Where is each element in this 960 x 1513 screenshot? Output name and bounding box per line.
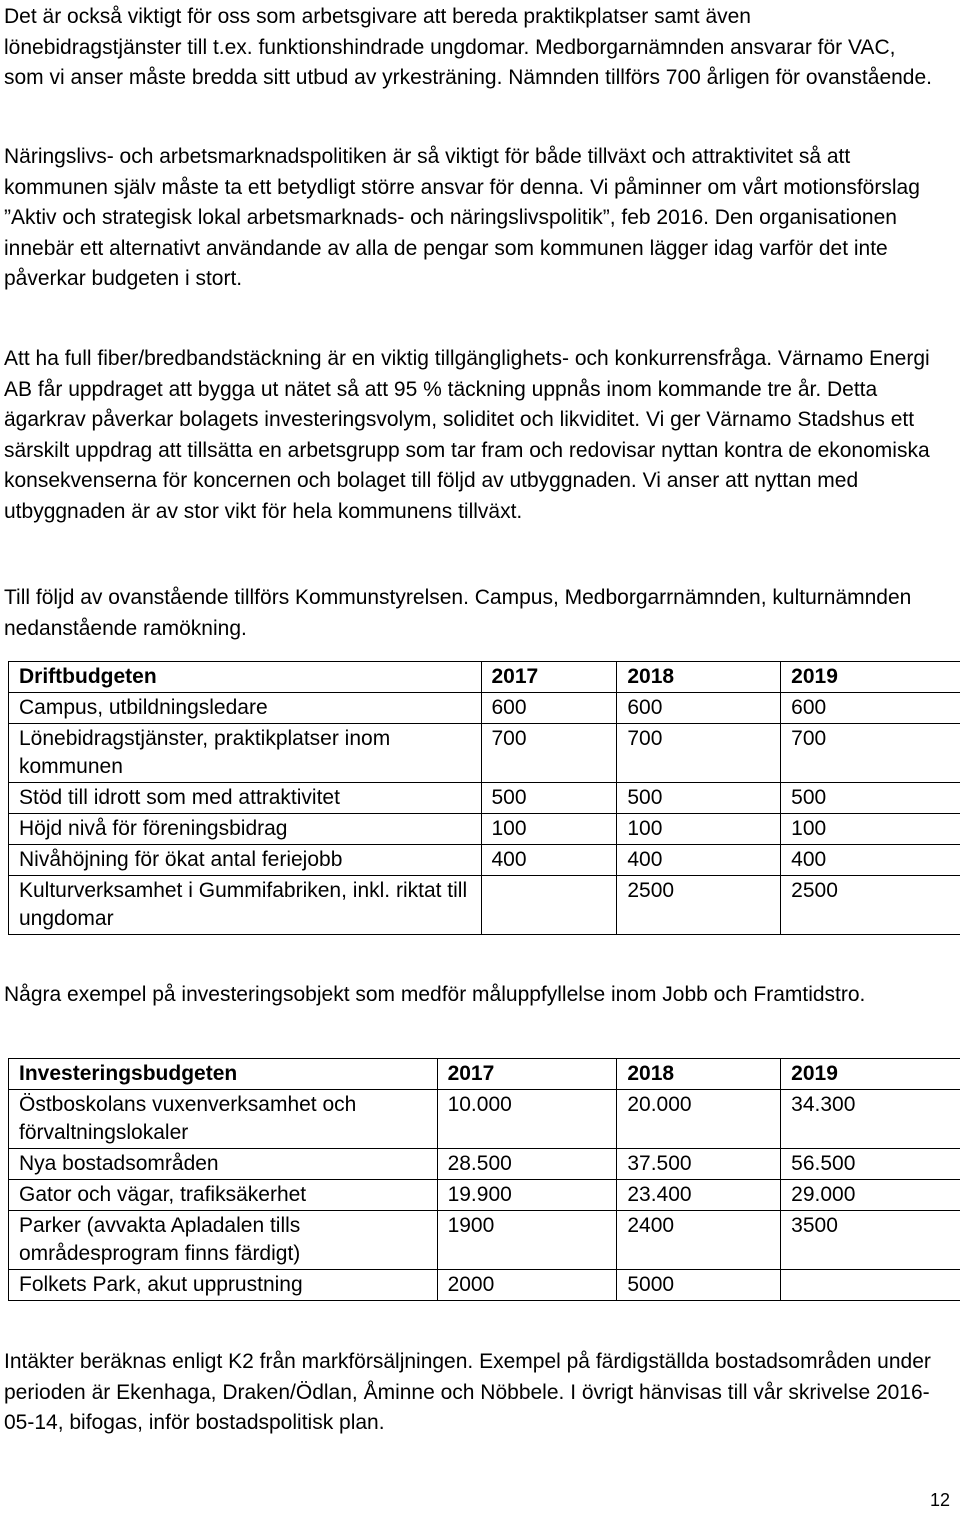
table-cell: 20.000 xyxy=(617,1090,781,1149)
paragraph-employer-internships: Det är också viktigt för oss som arbetsgivare att bereda praktikplatser samt även lönebidragstjänster till t.ex. funktionshindrade ungdomar. Medborgarnämnden ansvarar för VAC, som vi anser måste bredda sitt utbud av yrkesträning. Nämnden tillförs 700 årligen för ovanstående. xyxy=(4,5,932,89)
operating-budget-table xyxy=(8,661,960,935)
table-cell: Kulturverksamhet i Gummifabriken, inkl. riktat till ungdomar xyxy=(9,876,482,935)
table-cell: 600 xyxy=(617,693,781,724)
table-cell: 600 xyxy=(481,693,617,724)
header-cell: 2019 xyxy=(781,1059,960,1090)
table-cell: 100 xyxy=(481,814,617,845)
table-cell: 500 xyxy=(617,783,781,814)
paragraph-revenue-housing: Intäkter beräknas enligt K2 från markförsäljningen. Exempel på färdigställda bostadsområden under perioden är Ekenhaga, Draken/Ödlan, Åminne och Nöbbele. I övrigt hänvisas till vår skrivelse 2016-05-14, bifogas, inför bostadspolitisk plan. xyxy=(4,1350,931,1434)
table-cell: Lönebidragstjänster, praktikplatser inom kommunen xyxy=(9,724,482,783)
table-cell: Folkets Park, akut upprustning xyxy=(9,1270,438,1301)
table-cell: Campus, utbildningsledare xyxy=(9,693,482,724)
table-cell: 5000 xyxy=(617,1270,781,1301)
table-cell: 2500 xyxy=(617,876,781,935)
table-cell: 37.500 xyxy=(617,1149,781,1180)
table-header-row xyxy=(9,662,960,693)
header-cell: 2018 xyxy=(617,1059,781,1090)
table-row xyxy=(9,783,960,814)
header-cell: 2017 xyxy=(481,662,617,693)
table-cell: Gator och vägar, trafiksäkerhet xyxy=(9,1180,438,1211)
investment-budget-table xyxy=(8,1058,960,1301)
table-row xyxy=(9,1270,960,1301)
table-cell: 28.500 xyxy=(437,1149,617,1180)
table-row xyxy=(9,1211,960,1270)
table-row xyxy=(9,845,960,876)
table-cell: 500 xyxy=(781,783,960,814)
table-cell: 34.300 xyxy=(781,1090,960,1149)
table-row xyxy=(9,876,960,935)
table-cell: 100 xyxy=(781,814,960,845)
header-cell: 2017 xyxy=(437,1059,617,1090)
table-cell: 400 xyxy=(481,845,617,876)
table-cell: 10.000 xyxy=(437,1090,617,1149)
table-row xyxy=(9,1090,960,1149)
table-row xyxy=(9,1149,960,1180)
header-cell: 2018 xyxy=(617,662,781,693)
table-cell: Nivåhöjning för ökat antal feriejobb xyxy=(9,845,482,876)
table-cell: 2400 xyxy=(617,1211,781,1270)
table-cell: 1900 xyxy=(437,1211,617,1270)
table-row xyxy=(9,724,960,783)
table-cell: Östboskolans vuxenverksamhet och förvaltningslokaler xyxy=(9,1090,438,1149)
table-cell: 400 xyxy=(617,845,781,876)
paragraph-investment-examples: Några exempel på investeringsobjekt som medför måluppfyllelse inom Jobb och Framtidstro. xyxy=(4,983,866,1006)
paragraph-budget-increase-intro: Till följd av ovanstående tillförs Kommunstyrelsen. Campus, Medborgarrnämnden, kulturnämnden nedanstående ramökning. xyxy=(4,586,912,640)
table-cell: 600 xyxy=(781,693,960,724)
table-cell: 56.500 xyxy=(781,1149,960,1180)
table-cell: 100 xyxy=(617,814,781,845)
table-cell: Höjd nivå för föreningsbidrag xyxy=(9,814,482,845)
table-cell xyxy=(481,876,617,935)
page-number: 12 xyxy=(929,1490,950,1510)
table-cell: 700 xyxy=(617,724,781,783)
header-cell: 2019 xyxy=(781,662,960,693)
table-header-row xyxy=(9,1059,960,1090)
header-cell: Investeringsbudgeten xyxy=(9,1059,438,1090)
table-cell: 23.400 xyxy=(617,1180,781,1211)
table-cell: 29.000 xyxy=(781,1180,960,1211)
table-cell xyxy=(781,1270,960,1301)
paragraph-business-labour-policy: Näringslivs- och arbetsmarknadspolitiken är så viktigt för både tillväxt och attraktivitet så att kommunen själv måste ta ett betydligt större ansvar för denna. Vi påminner om vårt motionsförslag ”Aktiv och strategisk lokal arbetsmarknads- och näringslivspolitik”, feb 2016. Den organisationen innebär ett alternativt användande av alla de pengar som kommunen lägger idag varför det inte påverkar budgeten i stort. xyxy=(4,145,920,290)
table-row xyxy=(9,814,960,845)
table-row xyxy=(9,1180,960,1211)
table-row xyxy=(9,693,960,724)
table-cell: 3500 xyxy=(781,1211,960,1270)
table-cell: 19.900 xyxy=(437,1180,617,1211)
table-cell: 700 xyxy=(781,724,960,783)
paragraph-fiber-broadband: Att ha full fiber/bredbandstäckning är en viktig tillgänglighets- och konkurrensfråga. Värnamo Energi AB får uppdraget att bygga ut nätet så att 95 % täckning uppnås inom kommande tre år. Detta ägarkrav påverkar bolagets investeringsvolym, soliditet och likviditet. Vi ger Värnamo Stadshus ett särskilt uppdrag att tillsätta en arbetsgrupp som tar fram och redovisar nyttan kontra de ekonomiska konsekvenserna för koncernen och bolaget till följd av utbyggnaden. Vi anser att nyttan med utbyggnaden är av stor vikt för hela kommunens tillväxt. xyxy=(4,347,930,523)
table-cell: 500 xyxy=(481,783,617,814)
table-cell: 2500 xyxy=(781,876,960,935)
table-cell: Nya bostadsområden xyxy=(9,1149,438,1180)
table-cell: Parker (avvakta Apladalen tills områdesprogram finns färdigt) xyxy=(9,1211,438,1270)
header-cell: Driftbudgeten xyxy=(9,662,482,693)
table-cell: Stöd till idrott som med attraktivitet xyxy=(9,783,482,814)
table-cell: 700 xyxy=(481,724,617,783)
table-cell: 400 xyxy=(781,845,960,876)
table-cell: 2000 xyxy=(437,1270,617,1301)
